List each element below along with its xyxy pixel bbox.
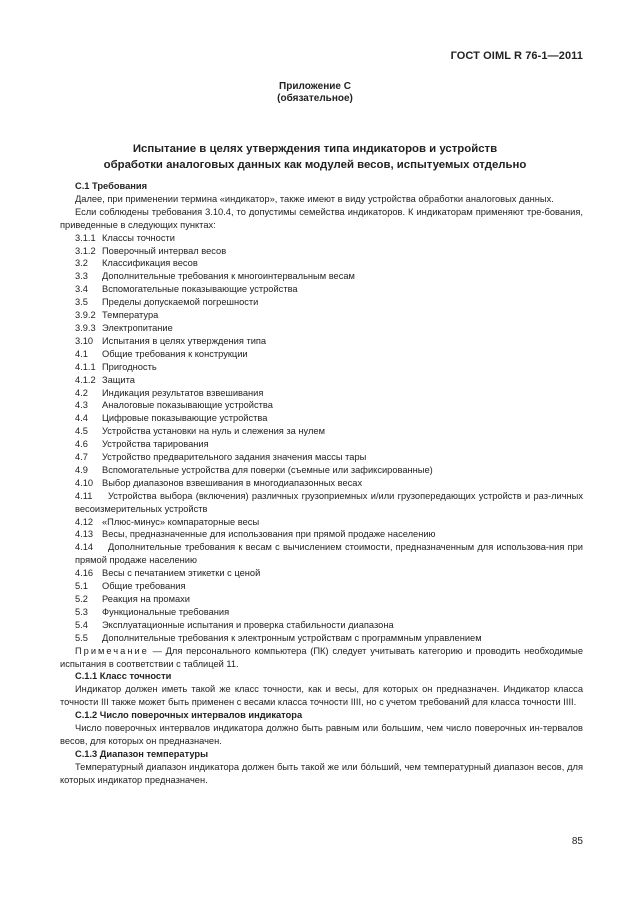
list-item-number: 4.7 [75,452,88,463]
list-item [60,580,583,593]
list-item [60,335,583,348]
list-item-text: Защита [102,374,135,385]
list-item-text: Дополнительные требования к весам с вычислением стоимости, предназначенным для использова-ния при прямой продаже населению [75,542,583,566]
list-item-text: Испытания в целях утверждения типа [102,335,267,346]
list-item-number: 4.1.2 [75,374,96,385]
list-item [60,477,583,490]
list-item-number: 4.16 [75,568,94,579]
list-item-text: Дополнительные требования к электронным устройствам с программным управлением [102,632,482,643]
list-item-text: Устройства выбора (включения) различных грузоприемных и/или грузопередающих устройств и раз-личных весоизмерительных устройств [75,490,583,514]
section-c11-title: С.1.1 Класс точности [75,671,172,682]
heading-line-1: Испытание в целях утверждения типа индикаторов и устройств [132,143,498,155]
list-item [60,593,583,606]
list-item [60,619,583,632]
list-item [60,425,583,438]
list-item-text: Цифровые показывающие устройства [102,413,268,424]
list-item-number: 4.1.1 [75,361,96,372]
list-item-number: 4.10 [75,477,94,488]
section-c13-text: Температурный диапазон индикатора должен быть такой же или бóльший, чем температурный диапазон весов, для которых индикатор предназначен. [60,761,583,785]
list-item [60,490,583,516]
list-item-number: 3.1.2 [75,245,96,256]
list-item [60,606,583,619]
list-item-number: 3.10 [75,335,94,346]
section-c11-text: Индикатор должен иметь такой же класс точности, как и весы, для которых он предназначен. Индикатор класса точности III также может быть применен с весами класса точности IIII, но с учетом требований для класса точности IIII. [60,684,583,708]
list-item [60,245,583,258]
annex-header [0,81,630,105]
list-item-number: 4.13 [75,529,94,540]
list-item [60,361,583,374]
list-item-number: 4.14 [75,542,94,553]
list-item-number: 5.4 [75,619,88,630]
list-item-number: 4.11 [75,490,93,501]
list-item-text: Вспомогательные показывающие устройства [102,284,298,295]
list-item-text: Функциональные требования [102,606,230,617]
list-item-text: Устройства тарирования [102,439,209,450]
list-item-text: Дополнительные требования к многоинтервальным весам [102,271,355,282]
list-item-number: 3.9.3 [75,322,96,333]
list-item-number: 5.2 [75,594,88,604]
list-item-text: Температура [102,310,159,321]
list-item-text: Весы с печатанием этикетки с ценой [102,568,261,579]
list-item-number: 3.9.2 [75,310,96,321]
list-item-text: Устройство предварительного задания значения массы тары [102,452,367,463]
list-item-text: Весы, предназначенные для использования при прямой продаже населению [102,529,436,540]
section-heading [0,141,630,173]
list-item [60,309,583,322]
list-item-number: 3.4 [75,284,88,295]
list-item-text: Вспомогательные устройства для поверки (съемные или зафиксированные) [102,464,433,475]
list-item [60,412,583,425]
list-item-number: 3.1.1 [75,232,96,243]
list-item-text: Поверочный интервал весов [102,245,227,256]
list-item [60,464,583,477]
list-item [60,374,583,387]
list-item-number: 3.3 [75,271,88,282]
list-item-number: 5.1 [75,581,88,592]
standard-code: ГОСТ OIML R 76-1—2011 [450,50,583,62]
list-item-text: Эксплуатационные испытания и проверка стабильности диапазона [102,619,394,630]
list-item [60,387,583,400]
list-item-text: Общие требования к конструкции [102,348,248,359]
list-item-text: Устройства установки на нуль и слежения за нулем [102,426,325,437]
list-item-text: Пределы допускаемой погрешности [102,297,259,308]
requirements-list [60,232,583,645]
list-item-text: Выбор диапазонов взвешивания в многодиапазонных весах [102,477,363,488]
section-c1-para-2: Если соблюдены требования 3.10.4, то допустимы семейства индикаторов. К индикаторам применяют тре-бования, приведенные в следующих пунктах: [60,206,583,230]
list-item [60,399,583,412]
section-c13-title: С.1.3 Диапазон температуры [75,748,209,759]
section-c1-para-1: Далее, при применении термина «индикатор», также имеют в виду устройства обработки аналоговых данных. [75,193,554,204]
list-item-number: 4.1 [75,348,88,359]
list-item-number: 5.5 [75,632,88,643]
section-c12-text: Число поверочных интервалов индикатора должно быть равным или большим, чем число поверочных ин-тервалов весов, для которых он предназначен. [60,723,583,746]
list-item-text: Аналоговые показывающие устройства [102,400,273,411]
list-item [60,348,583,361]
note-label: Примечание [75,645,149,656]
annex-status: (обязательное) [277,93,353,104]
list-item-text: Классы точности [102,232,175,243]
list-item [60,567,583,580]
document-body [60,180,583,787]
list-item-text: «Плюс-минус» компараторные весы [102,516,260,527]
list-item-number: 4.3 [75,400,88,411]
list-item-number: 4.4 [75,413,88,424]
list-item [60,322,583,335]
list-item [60,283,583,296]
annex-title: Приложение С [279,81,351,92]
list-item [60,541,583,567]
list-item [60,438,583,451]
page-number: 85 [571,836,583,847]
list-item-text: Индикация результатов взвешивания [102,387,264,398]
list-item-number: 4.9 [75,464,88,475]
list-item [60,632,583,645]
list-item-text: Электропитание [102,322,173,333]
list-item [60,232,583,245]
note-text: — Для персонального компьютера (ПК) следует учитывать категорию и проводить необходимые испытания в соответствии с таблицей 11. [60,645,583,669]
list-item-text: Общие требования [102,581,186,592]
note [60,645,583,671]
list-item [60,451,583,464]
list-item-text: Реакция на промахи [102,594,191,604]
list-item [60,270,583,283]
list-item [60,516,583,529]
list-item-text: Классификация весов [102,258,198,269]
list-item [60,296,583,309]
list-item-number: 4.6 [75,439,88,450]
section-c12-title: С.1.2 Число поверочных интервалов индикатора [75,710,303,721]
list-item-text: Пригодность [102,361,157,372]
list-item-number: 3.5 [75,297,88,308]
list-item-number: 3.2 [75,258,88,269]
list-item [60,528,583,541]
section-c1-title: С.1 Требования [75,181,148,191]
list-item-number: 4.2 [75,387,88,398]
list-item [60,257,583,270]
list-item-number: 5.3 [75,606,88,617]
heading-line-2: обработки аналоговых данных как модулей весов, испытуемых отдельно [103,159,527,171]
list-item-number: 4.5 [75,426,88,437]
list-item-number: 4.12 [75,516,94,527]
